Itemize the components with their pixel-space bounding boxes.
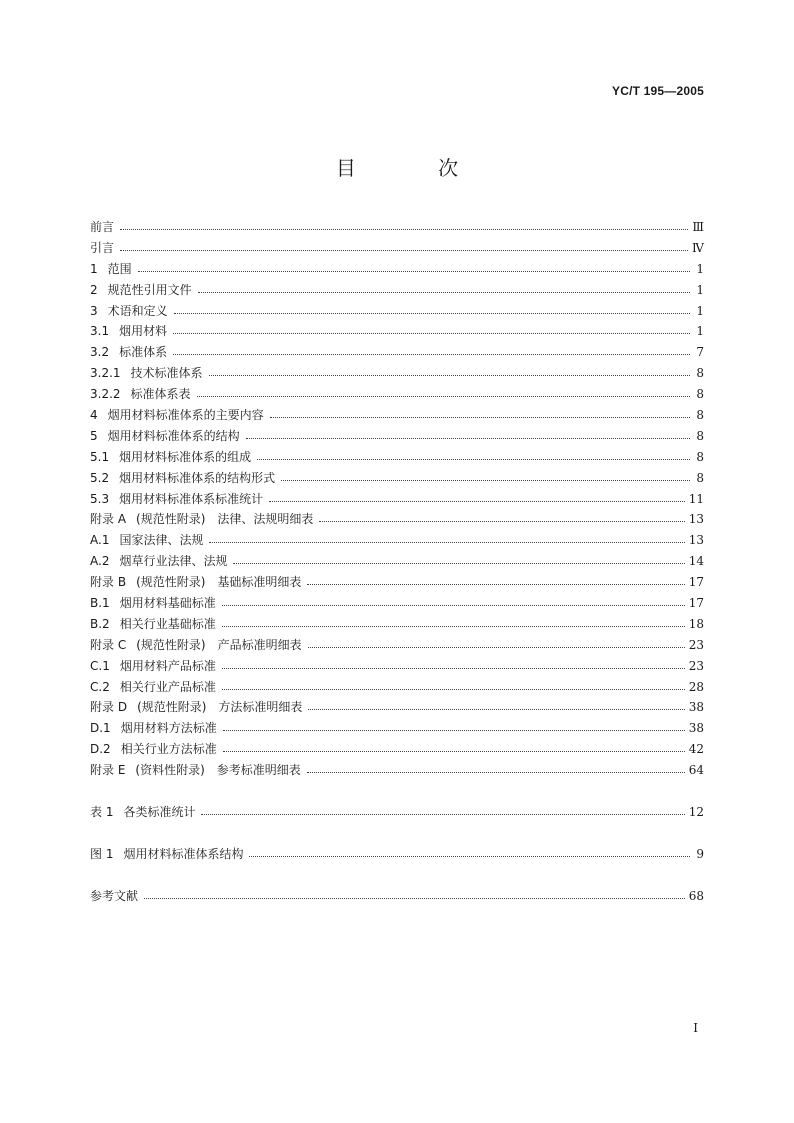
toc-entry[interactable] [90,364,704,385]
dot-leader [222,668,685,669]
toc-entry-number: 5.1 [90,449,110,464]
toc-entry-page: 8 [696,449,704,464]
toc-entry-title: 烟用材料标准体系的结构形式 [119,470,276,485]
toc-entry[interactable] [90,887,704,908]
toc-entry[interactable] [90,385,704,406]
toc-entry-page: Ⅳ [692,240,704,255]
toc-entry-title: 相关行业方法标准 [120,742,217,757]
toc-entry-title: 烟用材料基础标准 [119,596,216,611]
toc-entry[interactable] [90,510,704,531]
toc-entry-number: 4 [90,408,98,423]
toc-entry[interactable] [90,302,704,323]
dot-leader [120,229,688,230]
toc-figures-list [90,845,704,866]
toc-entry-page: 8 [696,428,704,443]
toc-entry-title: 前言 [90,220,115,234]
toc-entry-title: 标准体系 [119,345,168,360]
toc-entry-number: 3.2 [90,345,110,360]
toc-entry[interactable] [90,761,704,782]
toc-entry-page: 8 [696,366,704,381]
toc-entry-number: 3 [90,303,98,318]
toc-entry-title: (资料性附录) 参考标准明细表 [135,763,301,778]
toc-entry-title: 烟用材料标准体系标准统计 [119,491,264,506]
dot-leader [198,292,690,293]
dot-leader [197,396,690,397]
toc-entry-number: 附录 B [90,575,127,590]
dot-leader [246,438,690,439]
toc-entry[interactable] [90,322,704,343]
dot-leader [281,480,690,481]
toc-entry-page: 23 [688,658,704,673]
toc-entry[interactable] [90,657,704,678]
section-gap [90,866,704,887]
toc-entry[interactable] [90,427,704,448]
toc-entry-title: 相关行业产品标准 [119,679,216,694]
toc-entry[interactable] [90,490,704,511]
dot-leader [223,730,685,731]
toc-entry[interactable] [90,719,704,740]
toc-entry-number: 2 [90,282,98,297]
toc-entry-number: 5.3 [90,491,110,506]
toc-entry-number: 3.2.2 [90,387,121,402]
toc-references-list [90,887,704,908]
toc-entry[interactable] [90,740,704,761]
toc-entry[interactable] [90,218,704,239]
toc-entry-page: 13 [688,533,704,548]
toc-entry[interactable] [90,845,704,866]
toc-entry[interactable] [90,678,704,699]
toc-entry-number: C.2 [90,679,110,694]
toc-entry-number: D.2 [90,742,111,757]
toc-entry-title: 范围 [107,261,132,276]
page-title: 目 次 [335,156,497,180]
toc-entry-title: 引言 [90,240,115,255]
toc-entry-page: 1 [696,282,704,297]
toc-entry[interactable] [90,698,704,719]
toc-entry-page: 12 [688,805,704,820]
toc-entry-number: 1 [90,261,98,276]
dot-leader [319,521,684,522]
toc-entry-number: 附录 A [90,512,127,527]
table-of-contents [90,218,704,908]
toc-entry-page: 18 [688,616,704,631]
dot-leader [270,417,690,418]
toc-entry-title: 技术标准体系 [130,366,203,381]
dot-leader [307,772,685,773]
toc-entry-number: 附录 D [90,700,128,715]
toc-entry[interactable] [90,531,704,552]
dot-leader [201,814,684,815]
toc-entry-page: 38 [688,721,704,736]
toc-entry-title: (规范性附录) 法律、法规明细表 [136,512,314,527]
toc-main-list [90,218,704,782]
toc-entry-page: 8 [696,470,704,485]
toc-entry-number: 附录 E [90,763,126,778]
dot-leader [249,856,690,857]
toc-entry-page: 1 [696,261,704,276]
toc-entry[interactable] [90,573,704,594]
toc-entry-number: D.1 [90,721,111,736]
toc-entry-number: A.2 [90,554,110,569]
toc-entry-title: 烟用材料标准体系的组成 [119,449,252,464]
toc-entry[interactable] [90,615,704,636]
dot-leader [257,459,690,460]
toc-entry-page: 28 [688,679,704,694]
dot-leader [307,584,684,585]
standard-code: YC/T 195—2005 [612,84,704,98]
toc-entry-number: C.1 [90,658,110,673]
dot-leader [222,605,685,606]
toc-entry-title: 术语和定义 [107,303,168,318]
toc-entry-number: 3.2.1 [90,366,121,381]
toc-entry-title: 烟用材料标准体系结构 [123,846,244,861]
toc-entry-page: 11 [688,491,704,506]
toc-entry[interactable] [90,260,704,281]
toc-entry[interactable] [90,594,704,615]
toc-entry-page: Ⅲ [692,220,704,234]
toc-entry-title: (规范性附录) 基础标准明细表 [136,575,302,590]
toc-entry-number: B.1 [90,596,110,611]
toc-entry[interactable] [90,469,704,490]
toc-entry-title: 相关行业基础标准 [119,616,216,631]
toc-entry-title: 烟草行业法律、法规 [119,554,228,569]
toc-entry-page: 9 [696,846,704,861]
dot-leader [308,647,685,648]
dot-leader [144,898,685,899]
toc-entry-title: (规范性附录) 产品标准明细表 [136,637,302,652]
dot-leader [222,626,685,627]
dot-leader [138,271,690,272]
toc-entry-title: (规范性附录) 方法标准明细表 [137,700,303,715]
toc-entry-page: 7 [696,345,704,360]
toc-entry-page: 23 [688,637,704,652]
toc-entry-title: 烟用材料标准体系的结构 [107,428,240,443]
toc-entry-title: 烟用材料 [119,324,168,339]
dot-leader [174,313,690,314]
toc-entry-page: 64 [688,763,704,778]
toc-entry-number: B.2 [90,616,110,631]
section-gap [90,824,704,845]
toc-entry-title: 国家法律、法规 [119,533,204,548]
toc-entry[interactable] [90,281,704,302]
toc-entry-page: 13 [688,512,704,527]
toc-tables-list [90,803,704,824]
toc-entry-page: 1 [696,303,704,318]
dot-leader [209,375,690,376]
dot-leader [222,689,685,690]
toc-entry[interactable] [90,343,704,364]
dot-leader [269,501,685,502]
toc-entry-number: 图 1 [90,846,114,861]
toc-entry-page: 17 [688,575,704,590]
dot-leader [308,709,684,710]
toc-entry[interactable] [90,406,704,427]
dot-leader [223,751,685,752]
toc-entry[interactable] [90,636,704,657]
toc-entry[interactable] [90,803,704,824]
toc-entry-title: 规范性引用文件 [107,282,192,297]
toc-entry-title: 各类标准统计 [123,805,196,820]
toc-entry[interactable] [90,448,704,469]
toc-entry-page: 8 [696,387,704,402]
toc-entry-page: 68 [688,888,704,903]
dot-leader [173,354,690,355]
toc-entry-page: 1 [696,324,704,339]
toc-entry-title: 参考文献 [90,888,139,903]
toc-entry-page: 14 [688,554,704,569]
toc-entry-title: 标准体系表 [130,387,191,402]
toc-entry-title: 烟用材料标准体系的主要内容 [107,408,264,423]
dot-leader [209,542,684,543]
toc-entry-page: 17 [688,596,704,611]
toc-entry-number: 附录 C [90,637,127,652]
toc-entry-page: 8 [696,408,704,423]
toc-entry-page: 42 [688,742,704,757]
dot-leader [173,333,690,334]
toc-entry-page: 38 [688,700,704,715]
toc-entry-number: 3.1 [90,324,110,339]
toc-entry-number: 5.2 [90,470,110,485]
toc-entry[interactable] [90,239,704,260]
toc-entry-number: 表 1 [90,805,114,820]
dot-leader [233,563,684,564]
dot-leader [120,250,688,251]
toc-entry-title: 烟用材料产品标准 [119,658,216,673]
toc-entry-title: 烟用材料方法标准 [120,721,217,736]
toc-entry[interactable] [90,552,704,573]
toc-entry-number: 5 [90,428,98,443]
toc-entry-number: A.1 [90,533,110,548]
section-gap [90,782,704,803]
page-number: I [693,1021,698,1035]
